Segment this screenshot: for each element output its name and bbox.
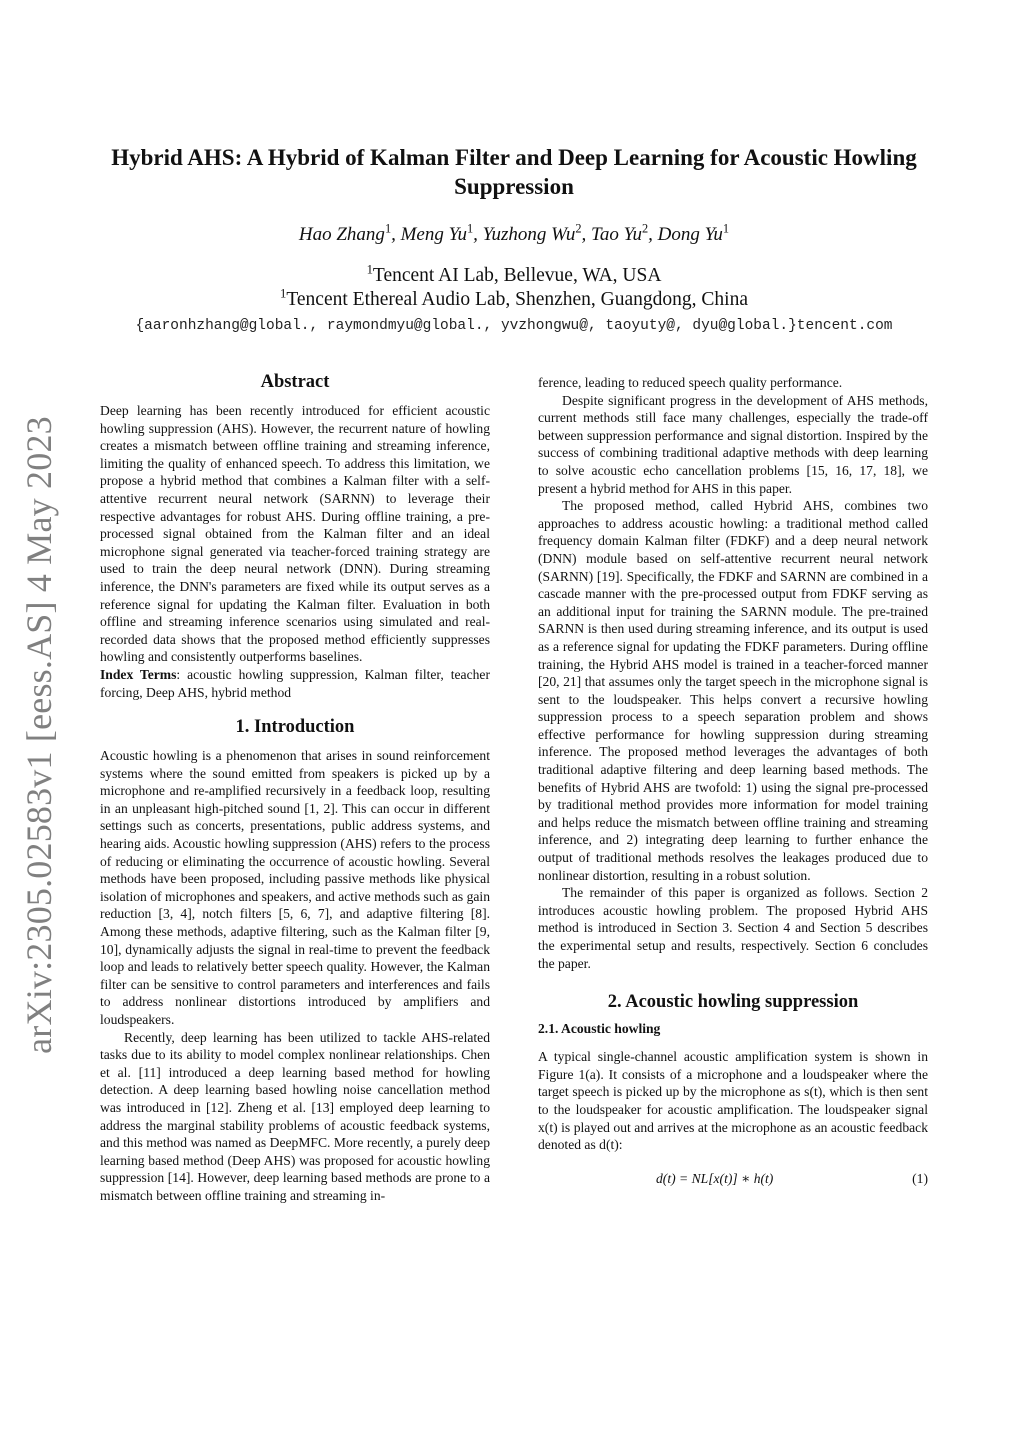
intro-paragraph-3: Despite significant progress in the development of AHS methods, current methods still face many challenges, especially the trade-off between suppression performance and signal distortion. Inspired by the success of combining traditional adaptive methods with deep learning to solve acoustic echo cancellation problems [15, 16, 17, 18], we present a hybrid method for AHS in this paper.	[538, 392, 928, 496]
affiliation-line	[100, 264, 928, 288]
equation-number: (1)	[912, 1170, 928, 1186]
arxiv-stamp	[14, 385, 64, 1085]
author-name: Tao Yu	[591, 224, 642, 245]
author-name: Dong Yu	[657, 224, 723, 245]
abstract-heading: Abstract	[260, 372, 330, 392]
intro-paragraph-4: The proposed method, called Hybrid AHS, combines two approaches to address acoustic howling: a traditional method called frequency domain Kalman filter (FDKF) and a deep neural network (DNN) module based on self-attentive recurrent neural network (SARNN) [19]. Specifically, the FDKF and SARNN are combined in a cascade manner with the pre-processed output from FDKF serving as an additional input for training the SARNN module. The pre-trained SARNN is then used during streaming inference, and its output is used as a reference signal for updating the FDKF parameters. During offline training, the Hybrid AHS model is trained in a teacher-forced manner [20, 21] that assumes only the target speech in the microphone signal is sent to the loudspeaker. This helps convert a recursive howling suppression process to a speech separation problem and shows effective performance for howling suppression during streaming inference. The proposed method leverages the advantages of both traditional adaptive filtering and deep learning based methods. The benefits of Hybrid AHS are twofold: 1) using the signal pre-processed by traditional method provides more information for model training and helps reduce the mismatch between offline training and streaming inference, and 2) integrating deep learning to further enhance the output of traditional methods resolves the leakages produced due to nonlinear distortion, resulting in a robust solution.	[538, 498, 928, 883]
left-column	[100, 370, 490, 1205]
index-terms-text: : acoustic howling suppression, Kalman filter, teacher forcing, Deep AHS, hybrid method	[100, 666, 490, 700]
author-affil-mark: 1	[466, 221, 474, 236]
author-affil-mark: 1	[384, 221, 392, 236]
index-terms-label: Index Terms	[100, 666, 177, 682]
affiliation-line	[100, 288, 928, 312]
abstract-text: Deep learning has been recently introduced for efficient acoustic howling suppression (AHS). However, the recurrent nature of howling creates a mismatch between offline training and streaming inference, limiting the quality of enhanced speech. To address this limitation, we propose a hybrid method that combines a Kalman filter with a self-attentive recurrent neural network (SARNN) to leverage their respective advantages for robust AHS. During offline training, a pre-processed signal obtained from the Kalman filter and an ideal microphone signal generated via teacher-forced training strategy are used to train the deep neural network (DNN). During streaming inference, the DNN's parameters are fixed while its output serves as a reference signal for updating the Kalman filter. Evaluation in both offline and streaming inference scenarios using simulated and real-recorded data shows that the proposed method efficiently suppresses howling and consistently outperforms baselines.	[100, 403, 490, 665]
author-name: Hao Zhang	[298, 224, 385, 245]
intro-paragraph-1: Acoustic howling is a phenomenon that arises in sound reinforcement systems where the sound emitted from speakers is picked up by a microphone and re-amplified recursively in a feedback loop, resulting in an unpleasant high-pitched sound [1, 2]. This can occur in different settings such as concerts, presentations, public address systems, and hearing aids. Acoustic howling suppression (AHS) refers to the process of reducing or eliminating the occurrence of acoustic howling. Several methods have been proposed, including passive methods like physical isolation of microphones and speakers, and active methods such as gain reduction [3, 4], notch filters [5, 6, 7], and adaptive filtering [8]. Among these methods, adaptive filtering, such as the Kalman filter [9, 10], dynamically adjusts the signal in real-time to prevent the feedback loop and leads to relatively better speech quality. However, the Kalman filter can be sensitive to control parameters and interferences and fails to address nonlinear distortions introduced by amplifiers and loudspeakers.	[100, 748, 490, 1027]
section2-1-heading: 2.1. Acoustic howling	[538, 1021, 661, 1037]
section2-heading: 2. Acoustic howling suppression	[607, 992, 859, 1013]
author-affil-mark: 1	[722, 221, 730, 236]
author-list: Hao Zhang$^1$, Meng Yu$^1$, Yuzhong Wu$^2$, Tao Yu$^2$, Dong Yu$^1$	[298, 221, 730, 245]
affil-mark: 1	[280, 286, 287, 301]
intro-paragraph-2: Recently, deep learning has been utilized to tackle AHS-related tasks due to its ability to model complex nonlinear relationships. Chen et al. [11] introduced a deep learning based method for howling detection. A deep learning based howling noise cancellation method was introduced in [12]. Zheng et al. [13] employed deep learning to address the marginal stability problems of acoustic feedback systems, and this method was named as DeepMFC. More recently, a purely deep learning based method (Deep AHS) was proposed for acoustic howling suppression [14]. However, deep learning based methods are prone to a mismatch between offline training and streaming in-	[100, 1029, 490, 1203]
affiliations	[100, 264, 928, 312]
author-name: Meng Yu	[400, 224, 467, 245]
right-column	[538, 374, 928, 1187]
intro-heading: 1. Introduction	[235, 717, 355, 738]
equation-body: d(t) = NL[x(t)] ∗ h(t)	[656, 1170, 774, 1186]
index-terms	[100, 666, 490, 701]
author-affil-mark: 2	[575, 221, 582, 236]
arxiv-stamp-text: arXiv:2305.02583v1 [eess.AS] 4 May 2023	[19, 416, 60, 1054]
email-list: {aaronhzhang@global., raymondmyu@global., yvzhongwu@, taoyuty@, dyu@global.}tencent.com	[135, 318, 893, 334]
section2-paragraph-1: A typical single-channel acoustic amplification system is shown in Figure 1(a). It consists of a microphone and a loudspeaker where the target speech is picked up by the microphone as s(t), which is then sent to the loudspeaker for acoustic amplification. The loudspeaker signal x(t) is played out and arrives at the microphone as an acoustic feedback denoted as d(t):	[538, 1049, 928, 1153]
author-affil-mark: 2	[641, 221, 649, 236]
author-name: Yuzhong Wu	[482, 224, 576, 245]
intro-paragraph-5: The remainder of this paper is organized as follows. Section 2 introduces acoustic howling problem. The proposed Hybrid AHS method is introduced in Section 3. Section 4 and Section 5 describes the experimental setup and results, respectively. Section 6 concludes the paper.	[538, 885, 928, 971]
affil-mark: 1	[366, 262, 373, 277]
intro-paragraph-2-continued: ference, leading to reduced speech quality performance.	[538, 375, 843, 390]
affil-text: Tencent Ethereal Audio Lab, Shenzhen, Guangdong, China	[286, 289, 748, 310]
affil-text: Tencent AI Lab, Bellevue, WA, USA	[372, 265, 662, 286]
equation-1	[538, 1170, 928, 1188]
paper-title: Hybrid AHS: A Hybrid of Kalman Filter and Deep Learning for Acoustic Howling Suppression	[111, 145, 917, 199]
